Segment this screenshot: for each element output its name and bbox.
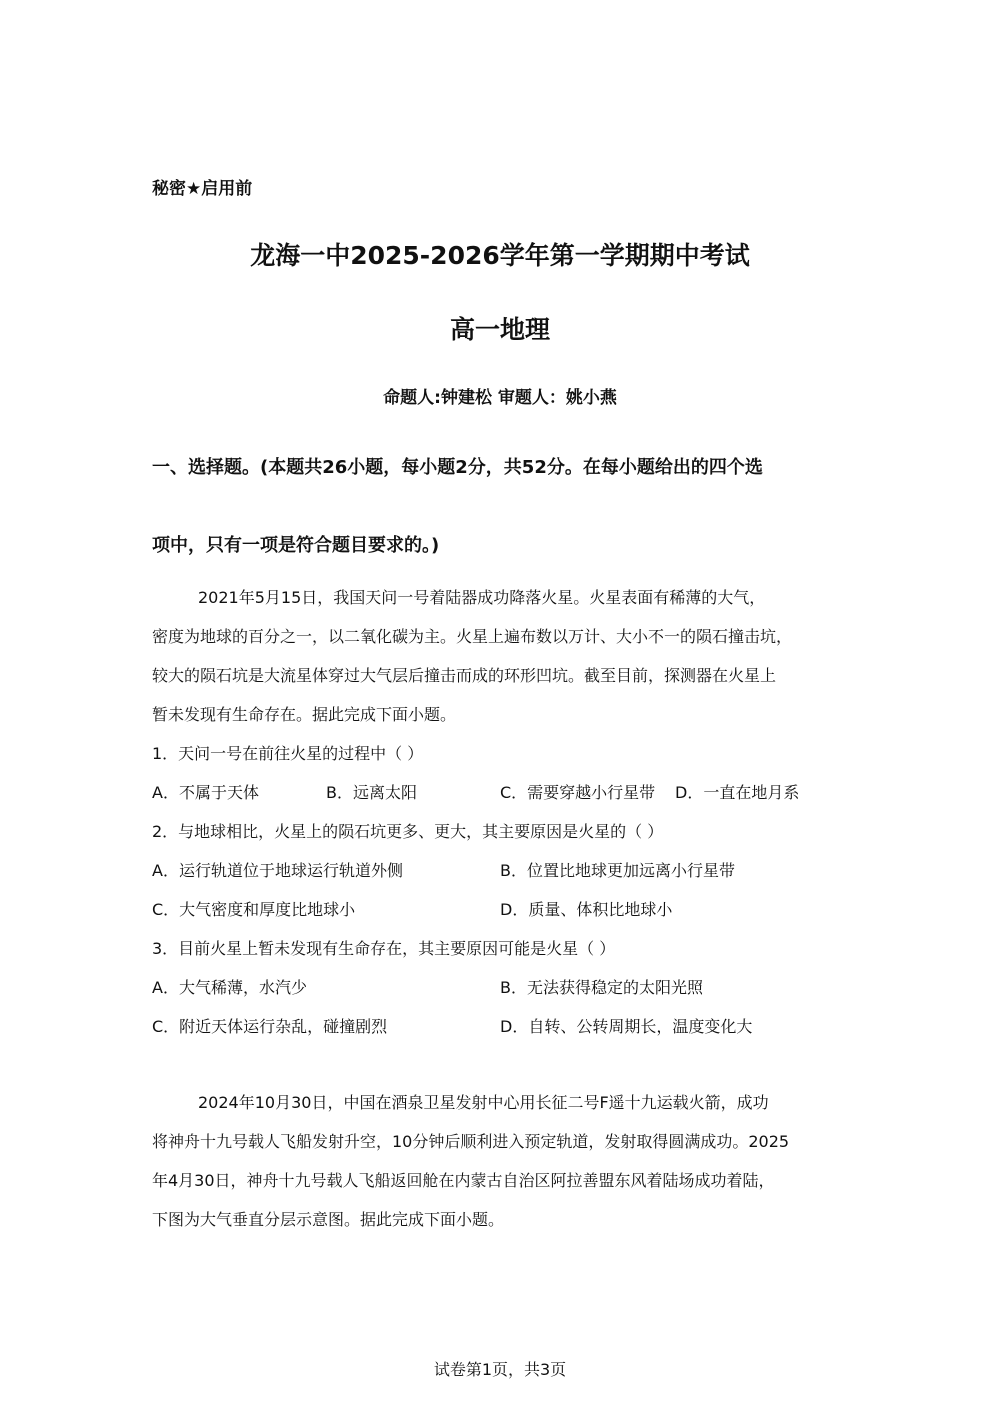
option-c: C．大气密度和厚度比地球小 <box>152 900 356 919</box>
option-d: D．质量、体积比地球小 <box>500 900 673 919</box>
exam-title: 龙海一中2025-2026学年第一学期期中考试 <box>250 241 750 270</box>
option-d: D．自转、公转周期长，温度变化大 <box>500 1017 753 1036</box>
question-stem: 2．与地球相比，火星上的陨石坑更多、更大，其主要原因是火星的（ ） <box>152 822 664 841</box>
passage-line: 2021年5月15日，我国天问一号着陆器成功降落火星。火星表面有稀薄的大气， <box>198 588 766 607</box>
option-d: D．一直在地月系 <box>675 783 800 802</box>
passage-line: 2024年10月30日，中国在酒泉卫星发射中心用长征二号F遥十九运载火箭，成功 <box>198 1093 769 1112</box>
option-b: B．位置比地球更加远离小行星带 <box>500 861 735 880</box>
option-a: A．运行轨道位于地球运行轨道外侧 <box>152 861 403 880</box>
passage-line: 年4月30日，神舟十九号载人飞船返回舱在内蒙古自治区阿拉善盟东风着陆场成功着陆， <box>152 1171 775 1190</box>
option-b: B．远离太阳 <box>326 783 417 802</box>
option-b: B．无法获得稳定的太阳光照 <box>500 978 703 997</box>
passage-line: 较大的陨石坑是大流星体穿过大气层后撞击而成的环形凹坑。截至目前，探测器在火星上 <box>152 666 777 685</box>
question-stem: 3．目前火星上暂未发现有生命存在，其主要原因可能是火星（ ） <box>152 939 616 958</box>
option-c: C．附近天体运行杂乱，碰撞剧烈 <box>152 1017 388 1036</box>
option-a: A．大气稀薄，水汽少 <box>152 978 307 997</box>
page-footer: 试卷第1页，共3页 <box>433 1360 567 1379</box>
passage-line: 密度为地球的百分之一，以二氧化碳为主。火星上遍布数以万计、大小不一的陨石撞击坑， <box>152 627 793 646</box>
section-heading-line1: 一、选择题。(本题共26小题，每小题2分，共52分。在每小题给出的四个选 <box>152 457 763 478</box>
authors-line: 命题人:钟建松 审题人：姚小燕 <box>383 388 617 408</box>
option-a: A．不属于天体 <box>152 783 259 802</box>
subject-title: 高一地理 <box>449 315 550 344</box>
option-c: C．需要穿越小行星带 <box>500 783 656 802</box>
question-stem: 1．天问一号在前往火星的过程中（ ） <box>152 744 424 763</box>
passage-line: 暂未发现有生命存在。据此完成下面小题。 <box>152 705 457 724</box>
passage-line: 下图为大气垂直分层示意图。据此完成下面小题。 <box>152 1210 505 1229</box>
section-heading-line2: 项中，只有一项是符合题目要求的。) <box>152 535 440 556</box>
passage-line: 将神舟十九号载人飞船发射升空，10分钟后顺利进入预定轨道，发射取得圆满成功。2025 <box>152 1132 790 1151</box>
confidential-mark: 秘密★启用前 <box>152 179 253 199</box>
